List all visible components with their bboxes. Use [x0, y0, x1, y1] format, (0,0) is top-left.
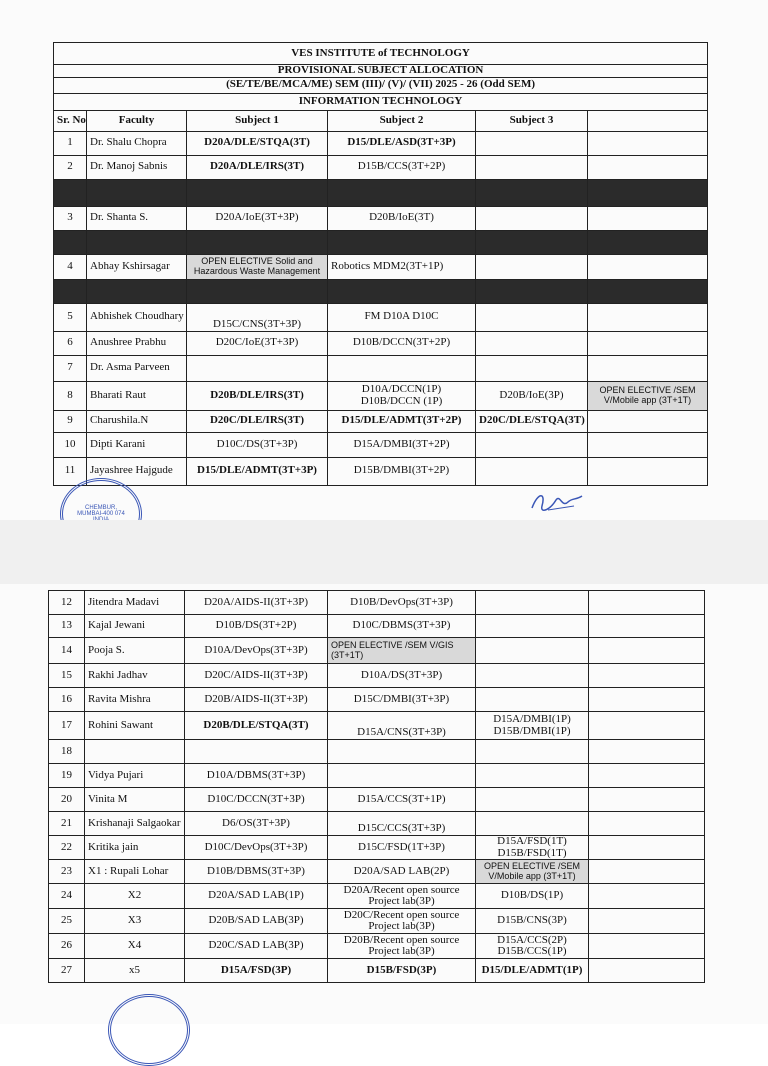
subject-1: D10A/DevOps(3T+3P): [185, 638, 328, 664]
subject-4: [588, 457, 708, 485]
faculty-name: X4: [85, 934, 185, 959]
sr-no: 15: [49, 664, 85, 688]
faculty-name: Jayashree Hajgude: [87, 457, 187, 485]
subject-1: D10A/DBMS(3T+3P): [185, 764, 328, 788]
subject-4: [588, 206, 708, 230]
subject-1: [187, 355, 328, 381]
subject-3: D15B/CNS(3P): [476, 909, 589, 934]
subject-4: [588, 303, 708, 331]
sr-no: 2: [54, 155, 87, 179]
subject-1: D20A/SAD LAB(1P): [185, 884, 328, 909]
subject-1: D20A/IoE(3T+3P): [187, 206, 328, 230]
subject-4: [589, 860, 705, 884]
sr-no: 24: [49, 884, 85, 909]
subject-2: D20B/Recent open source Project lab(3P): [328, 934, 476, 959]
sr-no: 7: [54, 355, 87, 381]
subject-1: D20C/AIDS-II(3T+3P): [185, 664, 328, 688]
subject-4: [588, 254, 708, 279]
faculty-name: Jitendra Madavi: [85, 591, 185, 615]
subject-4: [589, 740, 705, 764]
subject-2: D15A/CCS(3T+1P): [328, 788, 476, 812]
subject-4: [588, 355, 708, 381]
table-row: [49, 934, 705, 959]
subject-1: D10B/DS(3T+2P): [185, 615, 328, 638]
table-row: [54, 331, 708, 355]
subject-3: D10B/DS(1P): [476, 884, 589, 909]
subject-1: D20C/SAD LAB(3P): [185, 934, 328, 959]
faculty-name: [85, 740, 185, 764]
table-row: [54, 432, 708, 457]
faculty-name: Krishanaji Salgaokar: [85, 812, 185, 836]
page-one: [0, 0, 768, 520]
sr-no: 17: [49, 712, 85, 740]
subject-2: D15B/FSD(3P): [328, 959, 476, 983]
sr-no: 8: [54, 381, 87, 410]
subject-3: [476, 591, 589, 615]
subject-3: [476, 688, 589, 712]
subject-2: D10A/DS(3T+3P): [328, 664, 476, 688]
subject-4: [589, 638, 705, 664]
signature-image: [528, 488, 588, 518]
sr-no: 14: [49, 638, 85, 664]
faculty-name: X3: [85, 909, 185, 934]
document-title: PROVISIONAL SUBJECT ALLOCATION: [54, 65, 708, 78]
col-faculty: Faculty: [87, 110, 187, 131]
col-subject3: Subject 3: [476, 110, 588, 131]
subject-3: [476, 788, 589, 812]
table-row: [54, 381, 708, 410]
subject-3: [476, 764, 589, 788]
sr-no: 20: [49, 788, 85, 812]
subject-2: D15C/DMBI(3T+3P): [328, 688, 476, 712]
subject-2: [328, 764, 476, 788]
subject-4: [588, 331, 708, 355]
subject-1: D20C/IoE(3T+3P): [187, 331, 328, 355]
subject-2: FM D10A D10C: [328, 303, 476, 331]
table-row: [54, 206, 708, 230]
faculty-name: Dr. Shanta S.: [87, 206, 187, 230]
subject-2: D15C/FSD(1T+3P): [328, 836, 476, 860]
subject-3: [476, 432, 588, 457]
subject-3: [476, 331, 588, 355]
sr-no: 25: [49, 909, 85, 934]
page-gap: [0, 520, 768, 584]
subject-2: D15A/CNS(3T+3P): [328, 712, 476, 740]
subject-4: [589, 934, 705, 959]
subject-4: [588, 131, 708, 155]
subject-2: [328, 740, 476, 764]
col-srno: Sr. No: [54, 110, 87, 131]
table-row: [49, 788, 705, 812]
faculty-name: Dr. Manoj Sabnis: [87, 155, 187, 179]
faculty-name: Abhishek Choudhary: [87, 303, 187, 331]
table-row: [49, 664, 705, 688]
subject-1: D20C/DLE/IRS(3T): [187, 410, 328, 432]
subject-3: D15A/FSD(1T) D15B/FSD(1T): [476, 836, 589, 860]
subject-4: [589, 712, 705, 740]
subject-2: D20C/Recent open source Project lab(3P): [328, 909, 476, 934]
subject-1: D20B/SAD LAB(3P): [185, 909, 328, 934]
table-row: [54, 355, 708, 381]
faculty-name: Rohini Sawant: [85, 712, 185, 740]
subject-4: [589, 664, 705, 688]
subject-2: D10C/DBMS(3T+3P): [328, 615, 476, 638]
sr-no: 10: [54, 432, 87, 457]
table-row: [49, 959, 705, 983]
sr-no: 18: [49, 740, 85, 764]
faculty-name: X2: [85, 884, 185, 909]
subject-4: [589, 836, 705, 860]
sr-no: 4: [54, 254, 87, 279]
institute-name: VES INSTITUTE of TECHNOLOGY: [54, 43, 708, 65]
subject-2: D20B/IoE(3T): [328, 206, 476, 230]
subject-1: D20A/AIDS-II(3T+3P): [185, 591, 328, 615]
table-row: [54, 410, 708, 432]
allocation-table-page1: [53, 42, 708, 486]
subject-3: D20C/DLE/STQA(3T): [476, 410, 588, 432]
faculty-name: Kritika jain: [85, 836, 185, 860]
table-row: [54, 457, 708, 485]
faculty-name: X1 : Rupali Lohar: [85, 860, 185, 884]
subject-4: [589, 615, 705, 638]
open-elective-cell: OPEN ELECTIVE Solid and Hazardous Waste Management: [187, 254, 328, 279]
subject-2: D15A/DMBI(3T+2P): [328, 432, 476, 457]
subject-3: [476, 131, 588, 155]
table-row: [49, 884, 705, 909]
table-row: [49, 688, 705, 712]
open-elective-cell: OPEN ELECTIVE /SEM V/Mobile app (3T+1T): [476, 860, 589, 884]
subject-2: D15/DLE/ADMT(3T+2P): [328, 410, 476, 432]
subject-2: D15C/CCS(3T+3P): [328, 812, 476, 836]
subject-2: D10B/DCCN(3T+2P): [328, 331, 476, 355]
subject-4: [589, 909, 705, 934]
table-row: [49, 740, 705, 764]
faculty-name: Rakhi Jadhav: [85, 664, 185, 688]
subject-2: D10B/DevOps(3T+3P): [328, 591, 476, 615]
subject-1: D10C/DS(3T+3P): [187, 432, 328, 457]
table-row: [54, 254, 708, 279]
open-elective-cell: OPEN ELECTIVE /SEM V/GIS (3T+1T): [328, 638, 476, 664]
sr-no: 1: [54, 131, 87, 155]
sr-no: 3: [54, 206, 87, 230]
faculty-name: Dr. Shalu Chopra: [87, 131, 187, 155]
sr-no: 6: [54, 331, 87, 355]
subject-2: D20A/Recent open source Project lab(3P): [328, 884, 476, 909]
subject-1: D10C/DevOps(3T+3P): [185, 836, 328, 860]
subject-1: D20A/DLE/IRS(3T): [187, 155, 328, 179]
sr-no: 27: [49, 959, 85, 983]
table-row: [49, 812, 705, 836]
col-extra: [588, 110, 708, 131]
separator-row: [54, 279, 708, 303]
subject-3: D15/DLE/ADMT(1P): [476, 959, 589, 983]
subject-1: D15/DLE/ADMT(3T+3P): [187, 457, 328, 485]
subject-2: D10A/DCCN(1P) D10B/DCCN (1P): [328, 381, 476, 410]
table-row: [49, 836, 705, 860]
subject-1: D6/OS(3T+3P): [185, 812, 328, 836]
subject-3: [476, 254, 588, 279]
col-subject1: Subject 1: [187, 110, 328, 131]
table-row: [49, 764, 705, 788]
subject-4: [589, 688, 705, 712]
subject-3: [476, 664, 589, 688]
faculty-name: Pooja S.: [85, 638, 185, 664]
table-row: [54, 131, 708, 155]
sr-no: 16: [49, 688, 85, 712]
subject-4: [588, 155, 708, 179]
subject-3: [476, 206, 588, 230]
col-subject2: Subject 2: [328, 110, 476, 131]
subject-2: D20A/SAD LAB(2P): [328, 860, 476, 884]
subject-3: D15A/CCS(2P) D15B/CCS(1P): [476, 934, 589, 959]
faculty-name: x5: [85, 959, 185, 983]
institute-seal-partial: [108, 994, 190, 1066]
table-row: [49, 860, 705, 884]
subject-3: [476, 155, 588, 179]
open-elective-cell: OPEN ELECTIVE /SEM V/Mobile app (3T+1T): [588, 381, 708, 410]
faculty-name: Dipti Karani: [87, 432, 187, 457]
institute-seal: CHEMBUR, MUMBAI-400 074: [60, 478, 142, 550]
separator-row: [54, 230, 708, 254]
faculty-name: Charushila.N: [87, 410, 187, 432]
faculty-name: Anushree Prabhu: [87, 331, 187, 355]
separator-row: [54, 179, 708, 206]
subject-4: [588, 432, 708, 457]
subject-4: [589, 764, 705, 788]
subject-4: [589, 884, 705, 909]
subject-1: D20B/DLE/IRS(3T): [187, 381, 328, 410]
sr-no: 19: [49, 764, 85, 788]
sr-no: 26: [49, 934, 85, 959]
subject-1: D10C/DCCN(3T+3P): [185, 788, 328, 812]
subject-3: D15A/DMBI(1P) D15B/DMBI(1P): [476, 712, 589, 740]
department-name: INFORMATION TECHNOLOGY: [54, 93, 708, 110]
subject-3: [476, 355, 588, 381]
table-row: [49, 712, 705, 740]
subject-3: [476, 457, 588, 485]
table-row: [54, 155, 708, 179]
sr-no: 11: [54, 457, 87, 485]
subject-3: [476, 740, 589, 764]
table-row: [49, 638, 705, 664]
subject-4: [589, 788, 705, 812]
table-row: [49, 909, 705, 934]
sr-no: 5: [54, 303, 87, 331]
subject-2: Robotics MDM2(3T+1P): [328, 254, 476, 279]
subject-4: [589, 812, 705, 836]
sr-no: 22: [49, 836, 85, 860]
faculty-name: Ravita Mishra: [85, 688, 185, 712]
subject-3: [476, 303, 588, 331]
sr-no: 12: [49, 591, 85, 615]
subject-2: D15B/DMBI(3T+2P): [328, 457, 476, 485]
subject-1: D10B/DBMS(3T+3P): [185, 860, 328, 884]
subject-3: [476, 615, 589, 638]
subject-4: [589, 591, 705, 615]
subject-1: D20B/DLE/STQA(3T): [185, 712, 328, 740]
page-two: [0, 584, 768, 1024]
faculty-name: Vidya Pujari: [85, 764, 185, 788]
subject-2: D15B/CCS(3T+2P): [328, 155, 476, 179]
table-row: [54, 303, 708, 331]
subject-4: [588, 410, 708, 432]
faculty-name: Abhay Kshirsagar: [87, 254, 187, 279]
sr-no: 9: [54, 410, 87, 432]
subject-3: [476, 638, 589, 664]
faculty-name: Bharati Raut: [87, 381, 187, 410]
subject-4: [589, 959, 705, 983]
subject-1: D20B/AIDS-II(3T+3P): [185, 688, 328, 712]
subject-3: [476, 812, 589, 836]
subject-3: D20B/IoE(3P): [476, 381, 588, 410]
faculty-name: Kajal Jewani: [85, 615, 185, 638]
faculty-name: Vinita M: [85, 788, 185, 812]
table-row: [49, 615, 705, 638]
sr-no: 23: [49, 860, 85, 884]
subject-1: D15C/CNS(3T+3P): [187, 303, 328, 331]
subject-2: [328, 355, 476, 381]
table-row: [49, 591, 705, 615]
semester-line: (SE/TE/BE/MCA/ME) SEM (III)/ (V)/ (VII) 2025 - 26 (Odd SEM): [54, 77, 708, 93]
faculty-name: Dr. Asma Parveen: [87, 355, 187, 381]
subject-2: D15/DLE/ASD(3T+3P): [328, 131, 476, 155]
subject-1: [185, 740, 328, 764]
sr-no: 21: [49, 812, 85, 836]
allocation-table-page2: [48, 590, 705, 983]
subject-1: D15A/FSD(3P): [185, 959, 328, 983]
subject-1: D20A/DLE/STQA(3T): [187, 131, 328, 155]
sr-no: 13: [49, 615, 85, 638]
